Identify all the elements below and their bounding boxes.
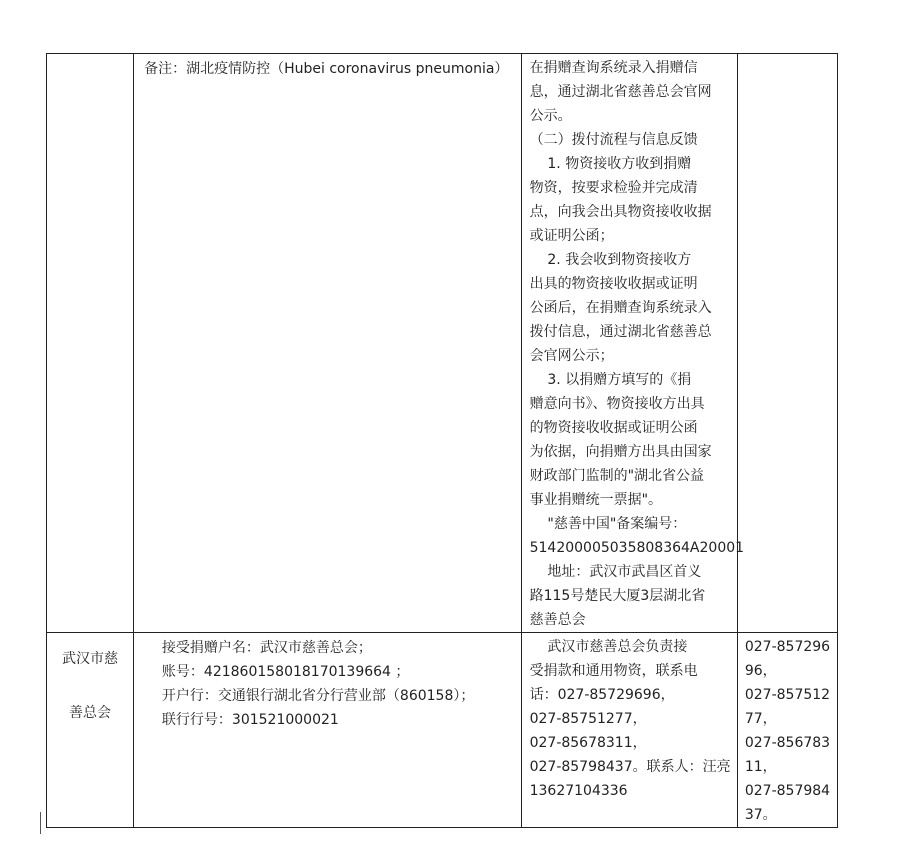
org-name-line: 善总会 [69, 705, 112, 721]
registration-number: 51420000503580836​4A20001 [529, 540, 745, 556]
text-line: 地址：武汉市武昌区首义 [529, 564, 702, 580]
text-line: 公函后，在捐赠查询系统录入 [529, 300, 712, 316]
mobile-line: 13627104336 [529, 783, 628, 799]
section-heading: （二）拨付流程与信息反馈 [529, 132, 698, 148]
bank-code: 联行行号：301521000021 [144, 712, 339, 728]
description-cell [521, 633, 737, 828]
text-line: 为依据，向捐赠方出具由国家 [529, 444, 712, 460]
text-line: 出具的物资接收收据或证明 [529, 276, 698, 292]
phone-line: 027-857984 [744, 783, 831, 799]
phone-line: 话：027-85729696， [529, 687, 675, 703]
table-row [47, 54, 838, 633]
text-line: 1. 物资接收方收到捐赠 [529, 156, 692, 172]
text-line: 物资，按要求检验并完成清 [529, 180, 698, 196]
donation-info-table [46, 53, 838, 828]
phone-line: 77， [744, 711, 777, 727]
phone-line: 027-85751277， [529, 711, 647, 727]
text-line: 拨付信息，通过湖北省慈善总 [529, 324, 712, 340]
org-name-cell [47, 633, 134, 828]
text-line: 会官网公示； [529, 348, 614, 364]
text-line: 受捐款和通用物资，联系电 [529, 663, 698, 679]
phone-line: 027-857296 [744, 639, 831, 655]
text-line: 点，向我会出具物资接收收据 [529, 204, 712, 220]
text-line: 事业捐赠统一票据"。 [529, 492, 663, 508]
phone-line: 11， [744, 759, 777, 775]
contact-cell-empty [737, 54, 837, 633]
text-line: 息，通过湖北省慈善总会官网 [529, 84, 712, 100]
org-name-line: 武汉市慈 [62, 651, 119, 667]
bank-info-cell [134, 633, 521, 828]
text-line: "慈善中国"备案编号： [529, 516, 687, 532]
text-line: 的物资接收收据或证明公函 [529, 420, 698, 436]
phone-line: 027-85678311， [529, 735, 647, 751]
text-line: 路115号楚民大厦3层湖北省 [529, 588, 706, 604]
text-line: 武汉市慈善总会负责接 [529, 639, 688, 655]
table-row [47, 633, 838, 828]
account-number: 账号：421860158018170139664 ； [144, 664, 410, 680]
text-cursor [40, 812, 41, 834]
phone-cell [737, 633, 837, 828]
text-line: 3. 以捐赠方填写的《捐 [529, 372, 692, 388]
text-line: 在捐赠查询系统录入捐赠信 [529, 60, 698, 76]
text-line: 财政部门监制的"湖北省公益 [529, 468, 705, 484]
phone-line: 96， [744, 663, 777, 679]
account-name: 接受捐赠户名：武汉市慈善总会； [144, 640, 372, 656]
phone-line: 027-857512 [744, 687, 831, 703]
text-line: 赠意向书》、物资接收方出具 [529, 396, 705, 412]
text-line: 慈善总会 [529, 612, 586, 628]
phone-line: 37。 [744, 807, 777, 823]
bank-name: 开户行：交通银行湖北省分行营业部（860158）； [144, 688, 475, 704]
remark-text: 备注：湖北疫情防控（Hubei coronavirus pneumonia） [144, 61, 509, 77]
remark-cell [134, 54, 521, 633]
process-cell [521, 54, 745, 633]
text-line: 公示。 [529, 108, 572, 124]
org-cell-empty [47, 54, 134, 633]
text-line: 或证明公函； [529, 228, 614, 244]
text-line: 2. 我会收到物资接收方 [529, 252, 692, 268]
phone-line: 027-856783 [744, 735, 831, 751]
phone-line: 027-85798437。联系人：汪亮 [529, 759, 731, 775]
